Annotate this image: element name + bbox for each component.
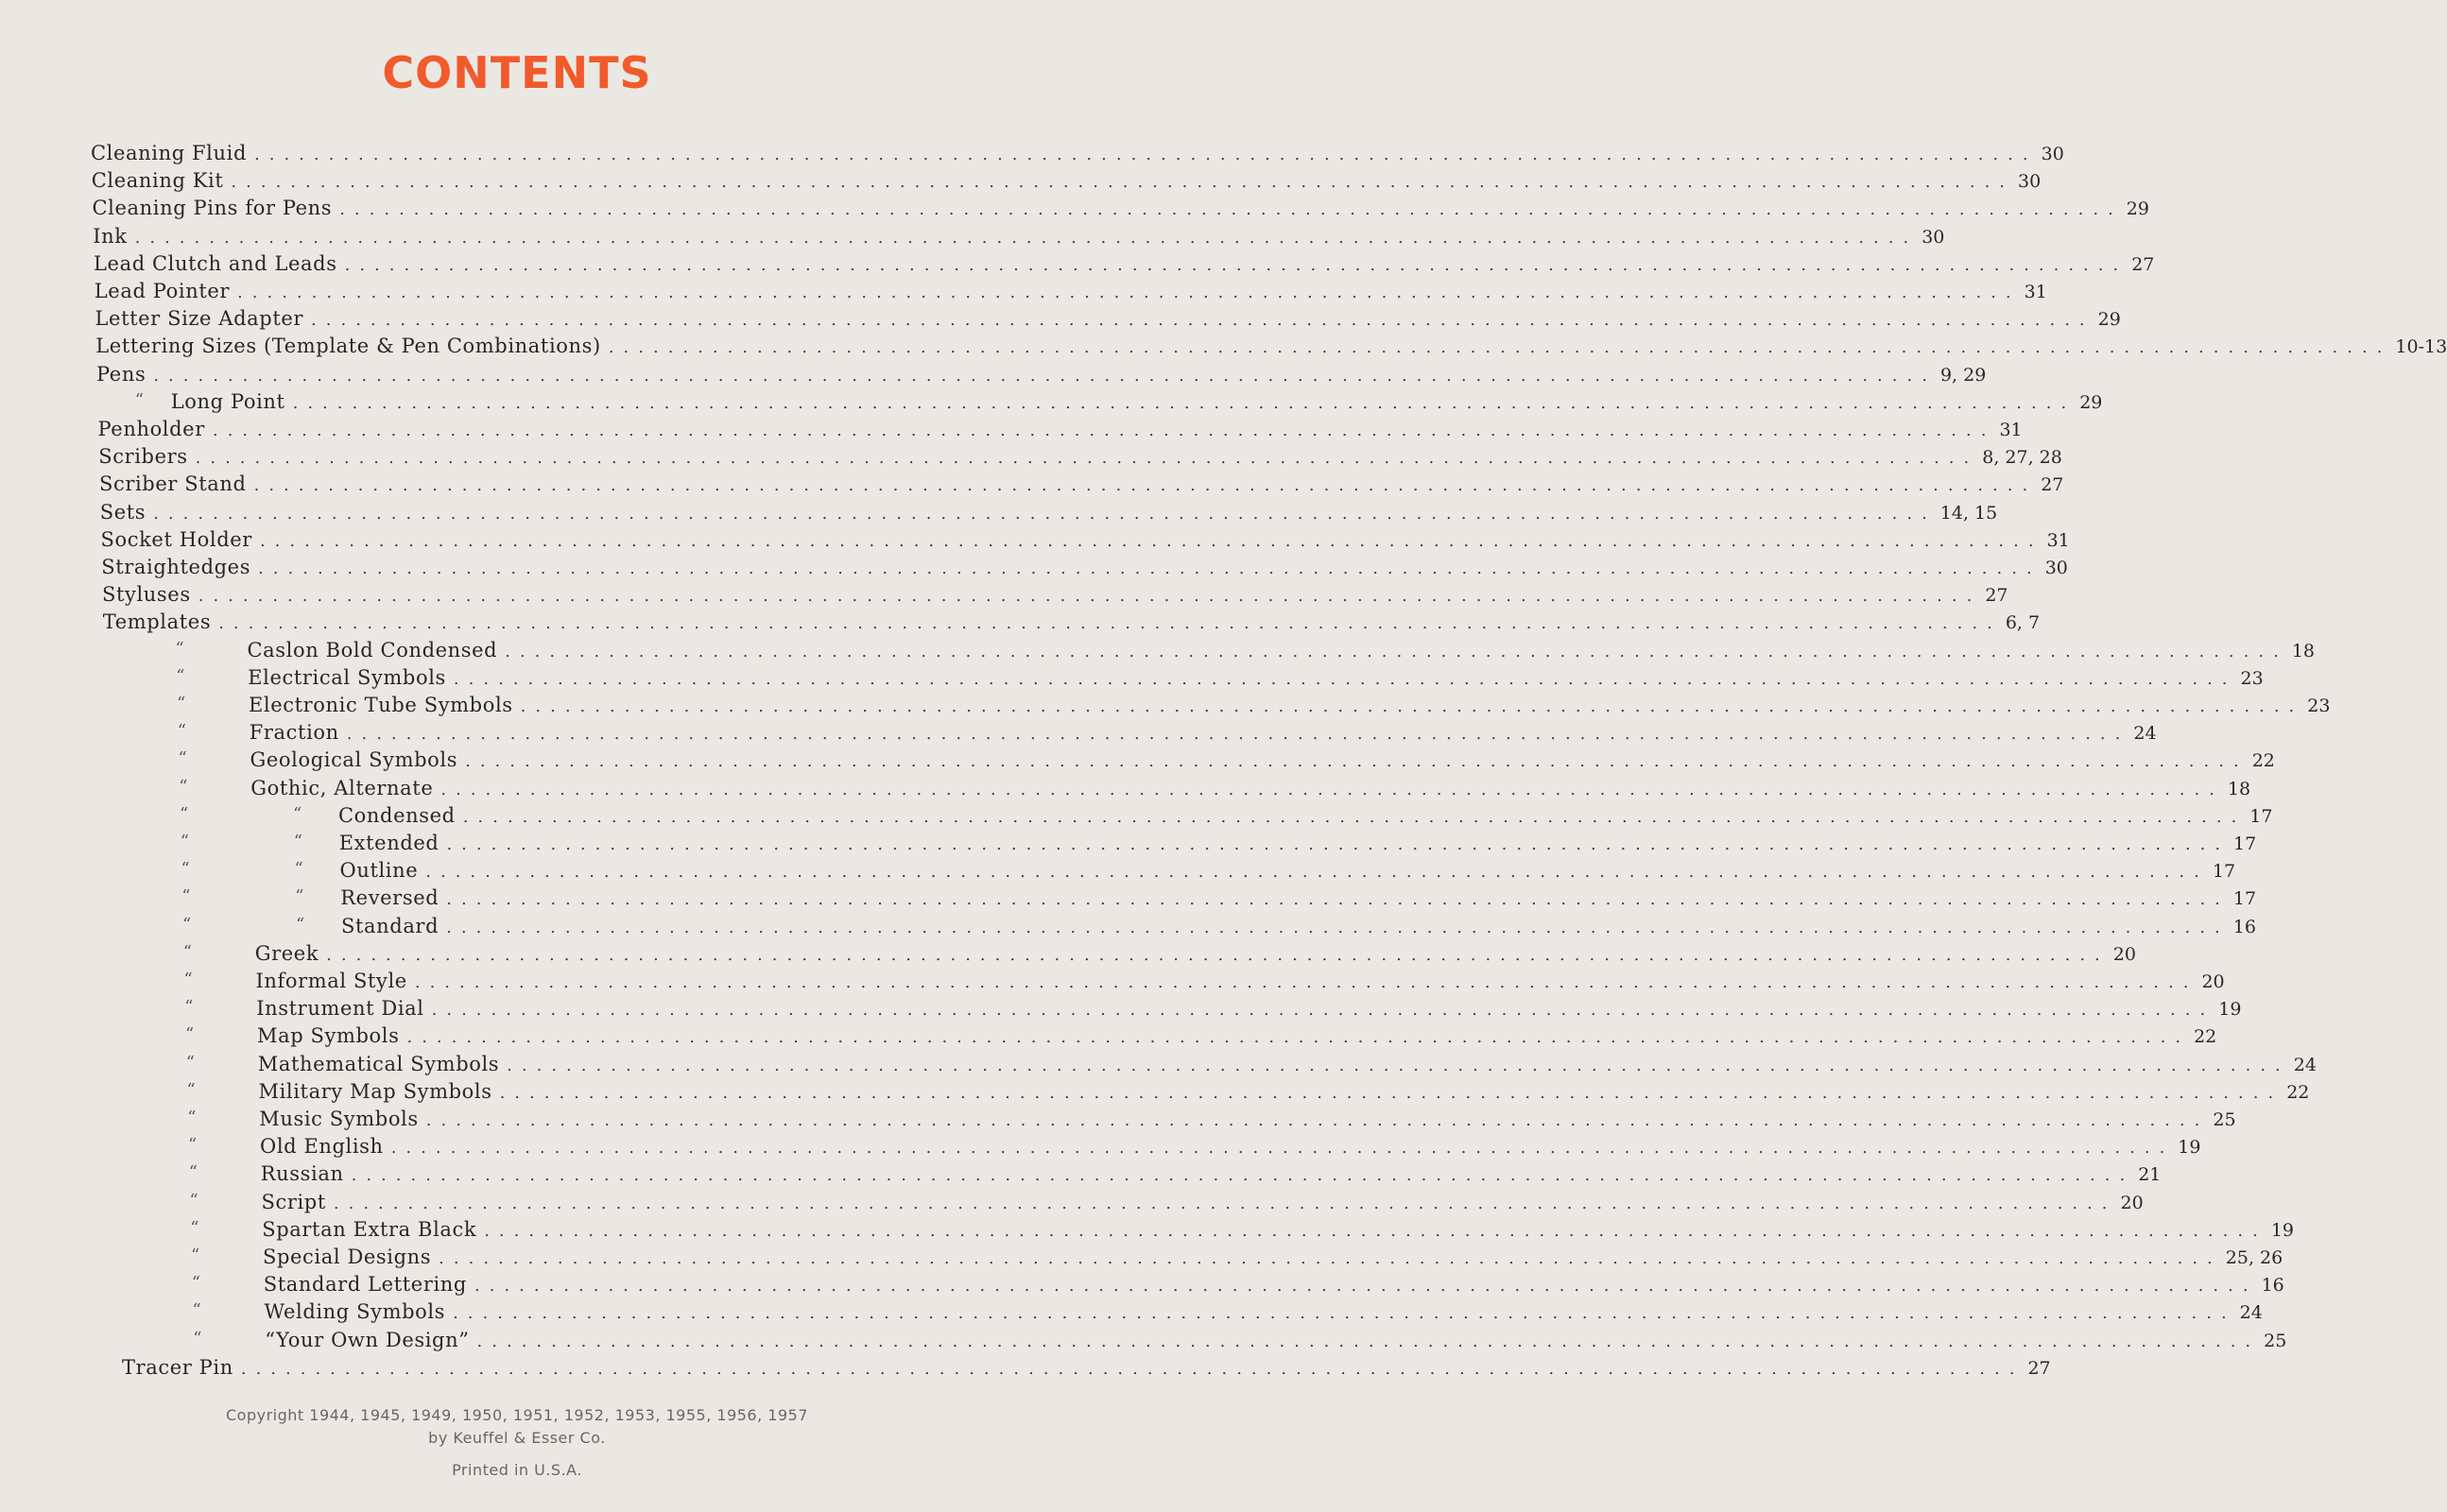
entry-label: Mathematical Symbols [258,1053,507,1075]
entry-page: 19 [2218,999,2242,1021]
toc-entry [105,694,2331,721]
toc-entry [97,418,2023,445]
toc-entry [95,335,2447,362]
entry-label: Informal Style [256,970,415,992]
ditto-mark: “ [178,748,188,769]
toc-entry [110,886,2257,914]
toc-entry [111,914,2256,942]
toc-entry [112,997,2242,1024]
ditto-mark: “ [175,638,185,659]
dot-leader: ........................................................................................................................ [292,392,2077,413]
entry-page: 31 [1999,420,2023,440]
entry-page: 29 [2126,198,2149,220]
toc-entry [99,472,2064,500]
toc-entry [92,197,2149,224]
ditto-mark: “ [293,803,302,824]
entry-label: Gothic, Alternate [250,777,440,799]
toc-entry [119,1246,2283,1273]
dot-leader: ........................................................................................................................ [198,586,1982,607]
ditto-mark: “ [189,1190,199,1211]
entry-label: Instrument Dial [256,997,431,1020]
toc-entry [115,1079,2310,1108]
entry-page: 31 [2046,529,2070,551]
dot-leader: ........................................................................................................................ [240,1358,2025,1379]
entry-label: Standard [341,915,446,937]
entry-label: Tracer Pin [122,1356,241,1379]
entry-page: 16 [2232,916,2256,937]
dot-leader: ........................................................................................................................ [425,862,2209,883]
ditto-mark: “ [181,886,192,907]
toc-entry [121,1328,2287,1356]
entry-label: Russian [261,1162,352,1185]
toc-entry [122,1355,2051,1383]
entry-page: 10-13 [2395,336,2447,358]
ditto-mark: “ [183,970,194,989]
dot-leader: ........................................................................................................................ [237,283,2021,302]
entry-label: Electrical Symbols [248,666,454,689]
entry-label: Music Symbols [259,1108,426,1130]
entry-page: 25 [2213,1109,2236,1130]
entry-label: Scriber Stand [99,472,254,495]
toc-entry [107,748,2275,776]
entry-label: Letter Size Adapter [95,307,312,330]
toc-entry [104,638,2316,666]
ditto-mark: “ [294,859,304,880]
ditto-mark: “ [191,1273,201,1294]
toc-entry [116,1135,2201,1162]
entry-label: Scribers [98,445,195,468]
ditto-mark: “ [179,776,189,797]
entry-page: 24 [2133,723,2157,745]
entry-label: Reversed [340,886,446,909]
entry-page: 29 [2079,391,2103,413]
toc-entry [94,280,2047,307]
dot-leader: ........................................................................................................................ [484,1220,2267,1241]
entry-page: 18 [2227,778,2251,799]
entry-label: Cleaning Fluid [91,142,254,164]
dot-leader: ........................................................................................................................ [346,724,2130,745]
toc-entry [95,307,2121,335]
ditto-mark: “ [188,1162,198,1183]
dot-leader: ........................................................................................................................ [446,834,2231,854]
toc-entry [112,941,2136,970]
entry-label: Straightedges [101,556,258,578]
entry-label: Geological Symbols [250,748,466,771]
dot-leader: ........................................................................................................................ [212,421,1996,440]
entry-page: 9, 29 [1939,364,1987,386]
entry-page: 19 [2270,1219,2294,1241]
dot-leader: ........................................................................................................................ [406,1027,2191,1048]
dot-leader: ........................................................................................................................ [231,172,2015,193]
ditto-mark: “ [182,914,192,935]
ditto-mark: “ [182,941,193,962]
dot-leader: ........................................................................................................................ [462,806,2247,827]
toc-entry [91,169,2042,197]
entry-page: 30 [2044,558,2068,578]
dot-leader: ........................................................................................................................ [258,558,2042,578]
toc-entry [117,1162,2162,1190]
ditto-mark: “ [296,914,305,935]
ditto-mark: “ [180,803,189,824]
entry-page: 27 [2131,253,2155,275]
toc-entry [98,445,2062,472]
dot-leader: ........................................................................................................................ [333,1193,2117,1213]
dot-leader: ........................................................................................................................ [254,145,2038,164]
entry-page: 18 [2291,640,2316,662]
entry-page: 29 [2097,309,2121,331]
dot-leader: ........................................................................................................................ [153,365,1937,386]
entry-page: 6, 7 [2005,612,2041,634]
dot-leader: ........................................................................................................................ [608,337,2392,358]
toc-entry [120,1273,2284,1300]
page-title: CONTENTS [382,47,652,98]
dot-leader: ........................................................................................................................ [425,1110,2210,1130]
dot-leader: ........................................................................................................................ [476,1331,2261,1351]
entry-page: 17 [2232,888,2257,910]
entry-label: Pens [96,363,153,386]
entry-label: Socket Holder [101,528,260,551]
toc-entry [109,832,2257,859]
toc-entry [106,721,2157,748]
dot-leader: ........................................................................................................................ [153,503,1937,524]
dot-leader: ........................................................................................................................ [446,917,2230,937]
entry-label: Lead Pointer [95,280,237,302]
entry-page: 23 [2240,667,2264,689]
copyright-notice: Copyright 1944, 1945, 1949, 1950, 1951, 1952, 1953, 1955, 1956, 1957 [226,1406,808,1424]
toc-entry [115,1108,2236,1135]
toc-entry [97,389,2103,418]
entry-label: Fraction [250,721,347,744]
entry-page: 27 [2027,1357,2051,1379]
dot-leader: ........................................................................................................................ [311,310,2094,331]
toc-entry [121,1300,2263,1328]
entry-page: 20 [2201,971,2225,992]
entry-page: 17 [2249,805,2273,827]
dot-leader: ........................................................................................................................ [390,1138,2175,1159]
dot-leader: ........................................................................................................................ [195,448,1979,469]
dot-leader: ........................................................................................................................ [465,751,2249,772]
entry-page: 27 [2041,474,2064,496]
entry-label: Outline [340,859,426,882]
ditto-mark: “ [184,997,195,1018]
dot-leader: ........................................................................................................................ [339,199,2123,220]
dot-leader: ........................................................................................................................ [453,1303,2236,1324]
entry-label: Cleaning Kit [92,169,232,192]
entry-label: Greek [255,942,326,965]
entry-page: 27 [1985,585,2008,607]
dot-leader: ........................................................................................................................ [439,1248,2222,1268]
dot-leader: ........................................................................................................................ [453,668,2237,689]
toc-entry [101,556,2068,583]
entry-label: Spartan Extra Black [262,1218,484,1241]
entry-label: Templates [103,610,218,633]
entry-label: Penholder [98,418,213,440]
dot-leader: ........................................................................................................................ [414,972,2198,992]
toc-entry [114,1052,2317,1080]
dot-leader: ........................................................................................................................ [499,1082,2283,1103]
ditto-mark: “ [187,1108,198,1127]
dot-leader: ........................................................................................................................ [218,613,2002,634]
dot-leader: ........................................................................................................................ [351,1165,2135,1186]
toc-entry [94,251,2155,280]
toc-entry [102,610,2041,638]
ditto-mark: “ [176,665,186,686]
entry-label: Military Map Symbols [259,1080,500,1103]
entry-label: Map Symbols [257,1024,406,1047]
entry-label: Long Point [171,390,293,413]
dot-leader: ........................................................................................................................ [134,227,1919,248]
dot-leader: ........................................................................................................................ [474,1276,2258,1297]
entry-label: Welding Symbols [265,1300,454,1323]
entry-label: Cleaning Pins for Pens [93,197,340,219]
toc-entry [91,142,2064,169]
dot-leader: ........................................................................................................................ [505,641,2288,662]
toc-entry [113,1024,2217,1052]
entry-label: Sets [100,501,153,524]
ditto-mark: “ [180,832,190,851]
entry-page: 20 [2112,943,2136,965]
ditto-mark: “ [188,1135,198,1156]
ditto-mark: “ [192,1300,202,1321]
ditto-mark: “ [185,1052,196,1073]
dot-leader: ........................................................................................................................ [440,779,2224,799]
ditto-mark: “ [185,1024,195,1045]
entry-page: 24 [2293,1054,2317,1075]
entry-label: Extended [339,832,447,854]
toc-entry [96,362,1987,390]
ditto-mark: “ [293,832,303,851]
entry-page: 8, 27, 28 [1982,447,2062,469]
entry-page: 30 [1921,226,1945,248]
entry-page: 31 [2024,282,2047,302]
dot-leader: ........................................................................................................................ [253,475,2038,496]
printed-notice: Printed in U.S.A. [452,1461,582,1479]
entry-page: 30 [2041,144,2064,164]
entry-page: 14, 15 [1939,502,1998,524]
toc-entry [102,583,2008,610]
entry-label: Standard Lettering [264,1273,474,1296]
ditto-mark: “ [190,1217,200,1238]
entry-page: 19 [2178,1137,2201,1159]
toc-entry [107,776,2251,804]
dot-leader: ........................................................................................................................ [259,530,2043,551]
entry-page: 20 [2120,1192,2144,1213]
ditto-mark: “ [191,1246,200,1265]
ditto-mark: “ [193,1328,203,1349]
toc-entry [112,970,2225,997]
entry-label: “Your Own Design” [265,1329,476,1351]
ditto-mark: “ [177,721,187,742]
ditto-mark: “ [177,694,186,713]
toc-entry [118,1217,2294,1246]
entry-page: 25, 26 [2225,1247,2283,1268]
entry-page: 16 [2261,1275,2284,1297]
entry-page: 30 [2018,171,2042,193]
ditto-mark: “ [181,859,191,880]
entry-label: Styluses [102,583,198,606]
entry-page: 22 [2286,1081,2310,1103]
toc-entry [104,665,2264,694]
entry-page: 25 [2264,1330,2287,1351]
entry-page: 17 [2212,861,2236,883]
ditto-mark: “ [295,886,305,907]
toc-entry [100,527,2070,556]
entry-label: Special Designs [263,1246,439,1268]
toc-entry [108,803,2273,832]
ditto-mark: “ [186,1079,197,1100]
dot-leader: ........................................................................................................................ [431,1000,2215,1021]
dot-leader: ........................................................................................................................ [507,1055,2290,1075]
publisher-notice: by Keuffel & Esser Co. [428,1429,606,1447]
toc-entry [110,859,2236,886]
entry-label: Lettering Sizes (Template & Pen Combinations) [95,335,609,357]
dot-leader: ........................................................................................................................ [520,696,2304,716]
entry-label: Script [262,1191,334,1213]
entry-page: 21 [2138,1164,2162,1186]
entry-label: Old English [260,1135,391,1158]
toc-entry [93,224,1945,252]
dot-leader: ........................................................................................................................ [326,944,2110,965]
dot-leader: ........................................................................................................................ [344,254,2128,275]
entry-page: 22 [2194,1026,2217,1048]
ditto-mark: “ [134,389,145,410]
entry-label: Ink [93,225,134,248]
toc-entry [118,1190,2144,1218]
entry-page: 23 [2307,696,2331,716]
entry-page: 17 [2233,833,2257,854]
entry-page: 22 [2251,750,2275,772]
entry-label: Electronic Tube Symbols [249,694,521,716]
entry-page: 24 [2239,1302,2263,1324]
dot-leader: ........................................................................................................................ [446,889,2230,910]
toc-entry [99,500,1998,528]
entry-label: Lead Clutch and Leads [94,252,345,275]
entry-label: Condensed [338,804,463,827]
entry-label: Caslon Bold Condensed [248,639,506,662]
